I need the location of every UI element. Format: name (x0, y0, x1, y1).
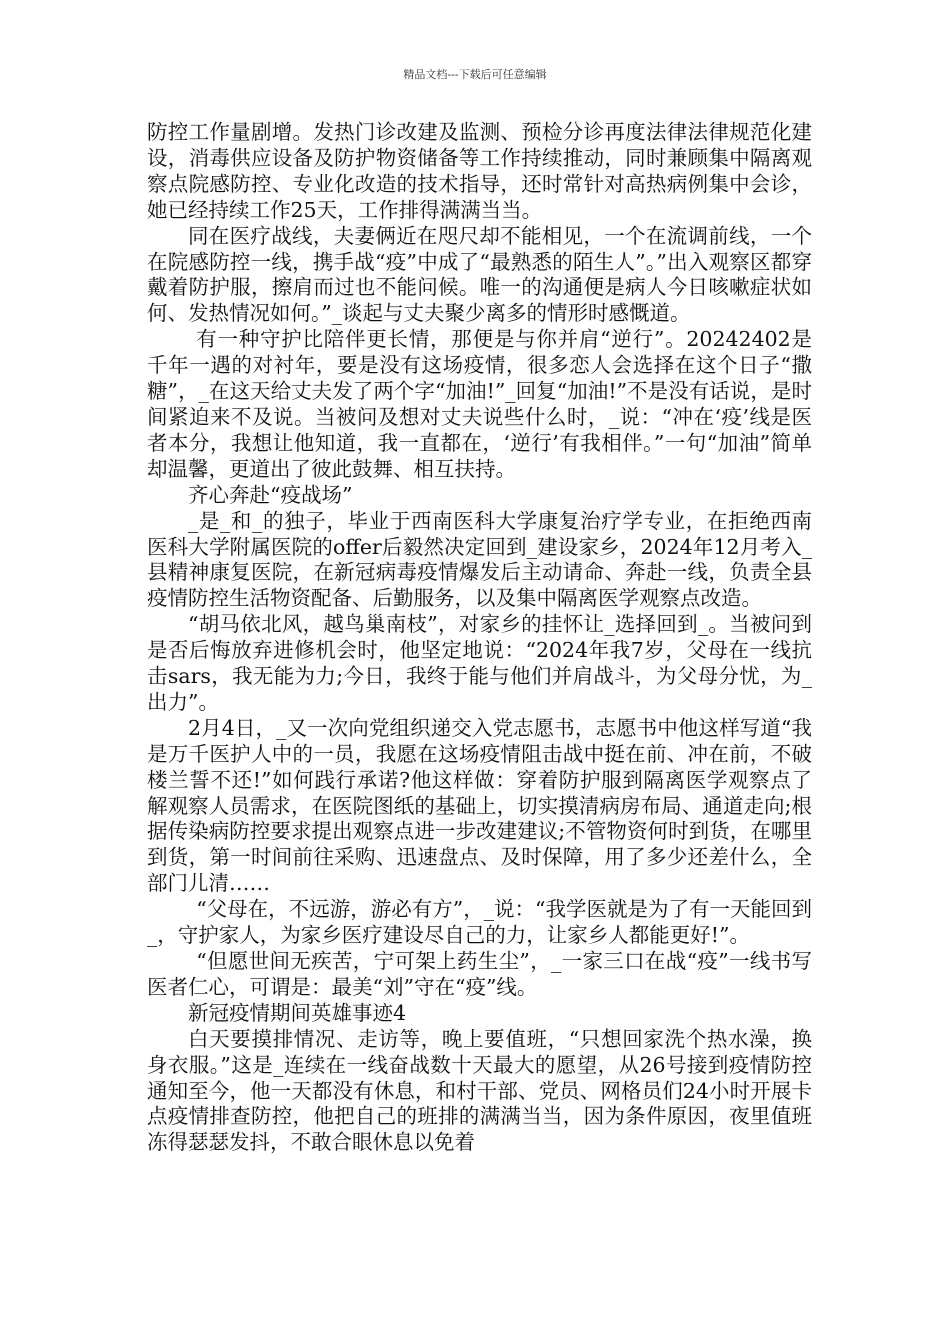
paragraph: “父母在，不远游，游必有方”，_说：“我学医就是为了有一天能回到_，守护家人，为家乡医疗建设尽自己的力，让家乡人都能更好!”。 (147, 897, 812, 948)
page-header: 精品文档---下载后可任意编辑 (403, 68, 547, 81)
paragraph: 2月4日，_又一次向党组织递交入党志愿书，志愿书中他这样写道“我是万千医护人中的一员，我愿在这场疫情阻击战中挺在前、冲在前，不破楼兰誓不还!”如何践行承诺?他这样做：穿着防护服到隔离医学观察点了解观察人员需求，在医院图纸的基础上，切实摸清病房布局、通道走向;根据传染病防控要求提出观察点进一步改建建议;不管物资何时到货，在哪里到货，第一时间前往采购、迅速盘点、及时保障，用了多少还差什么，全部门儿清…… (147, 715, 812, 896)
paragraph: _是_和_的独子，毕业于西南医科大学康复治疗学专业，在拒绝西南医科大学附属医院的offer后毅然决定回到_建设家乡，2024年12月考入_县精神康复医院，在新冠病毒疫情爆发后主动请命、奔赴一线，负责全县疫情防控生活物资配备、后勤服务，以及集中隔离医学观察点改造。 (147, 508, 812, 611)
paragraph: 有一种守护比陪伴更长情，那便是与你并肩“逆行”。20242402是千年一遇的对衬年，要是没有这场疫情，很多恋人会选择在这个日子“撒糖”，_在这天给丈夫发了两个字“加油!”_回复“加油!”不是没有话说，是时间紧迫来不及说。当被问及想对丈夫说些什么时，_说：“冲在‘疫’线是医者本分，我想让他知道，我一直都在，‘逆行’有我相伴。”一句“加油”简单却温馨，更道出了彼此鼓舞、相互扶持。 (147, 327, 812, 481)
paragraph: 防控工作量剧增。发热门诊改建及监测、预检分诊再度法律法律规范化建设，消毒供应设备及防护物资储备等工作持续推动，同时兼顾集中隔离观察点院感防控、专业化改造的技术指导，还时常针对高热病例集中会诊，她已经持续工作25天，工作排得满满当当。 (147, 120, 812, 222)
paragraph: 新冠疫情期间英雄事迹4 (188, 1000, 407, 1025)
paragraph: 同在医疗战线，夫妻俩近在咫尺却不能相见，一个在流调前线，一个在院感防控一线，携手战“疫”中成了“最熟悉的陌生人”。”出入观察区都穿戴着防护服，擦肩而过也不能问候。唯一的沟通便是病人今日咳嗽症状如何、发热情况如何。”_谈起与丈夫聚少离多的情形时感慨道。 (147, 223, 812, 326)
paragraph: 白天要摸排情况、走访等，晚上要值班，“只想回家洗个热水澡，换身衣服。”这是_连续在一线奋战数十天最大的愿望，从26号接到疫情防控通知至今，他一天都没有休息，和村干部、党员、网格员们24小时开展卡点疫情排查防控，他把自己的班排的满满当当，因为条件原因，夜里值班冻得瑟瑟发抖，不敢合眼休息以免着 (147, 1026, 812, 1155)
document-body (147, 120, 812, 1156)
paragraph: “胡马依北风，越鸟巢南枝”，对家乡的挂怀让_选择回到_。当被问到是否后悔放弃进修机会时，他坚定地说：“2024年我7岁，父母在一线抗击sars，我无能为力;今日，我终于能与他们并肩战斗，为父母分忧，为_出力”。 (147, 612, 812, 714)
paragraph: “但愿世间无疾苦，宁可架上药生尘”，_一家三口在战“疫”一线书写医者仁心，可谓是：最美“刘”守在“疫”线。 (147, 949, 812, 999)
paragraph: 齐心奔赴“疫战场” (188, 482, 353, 507)
